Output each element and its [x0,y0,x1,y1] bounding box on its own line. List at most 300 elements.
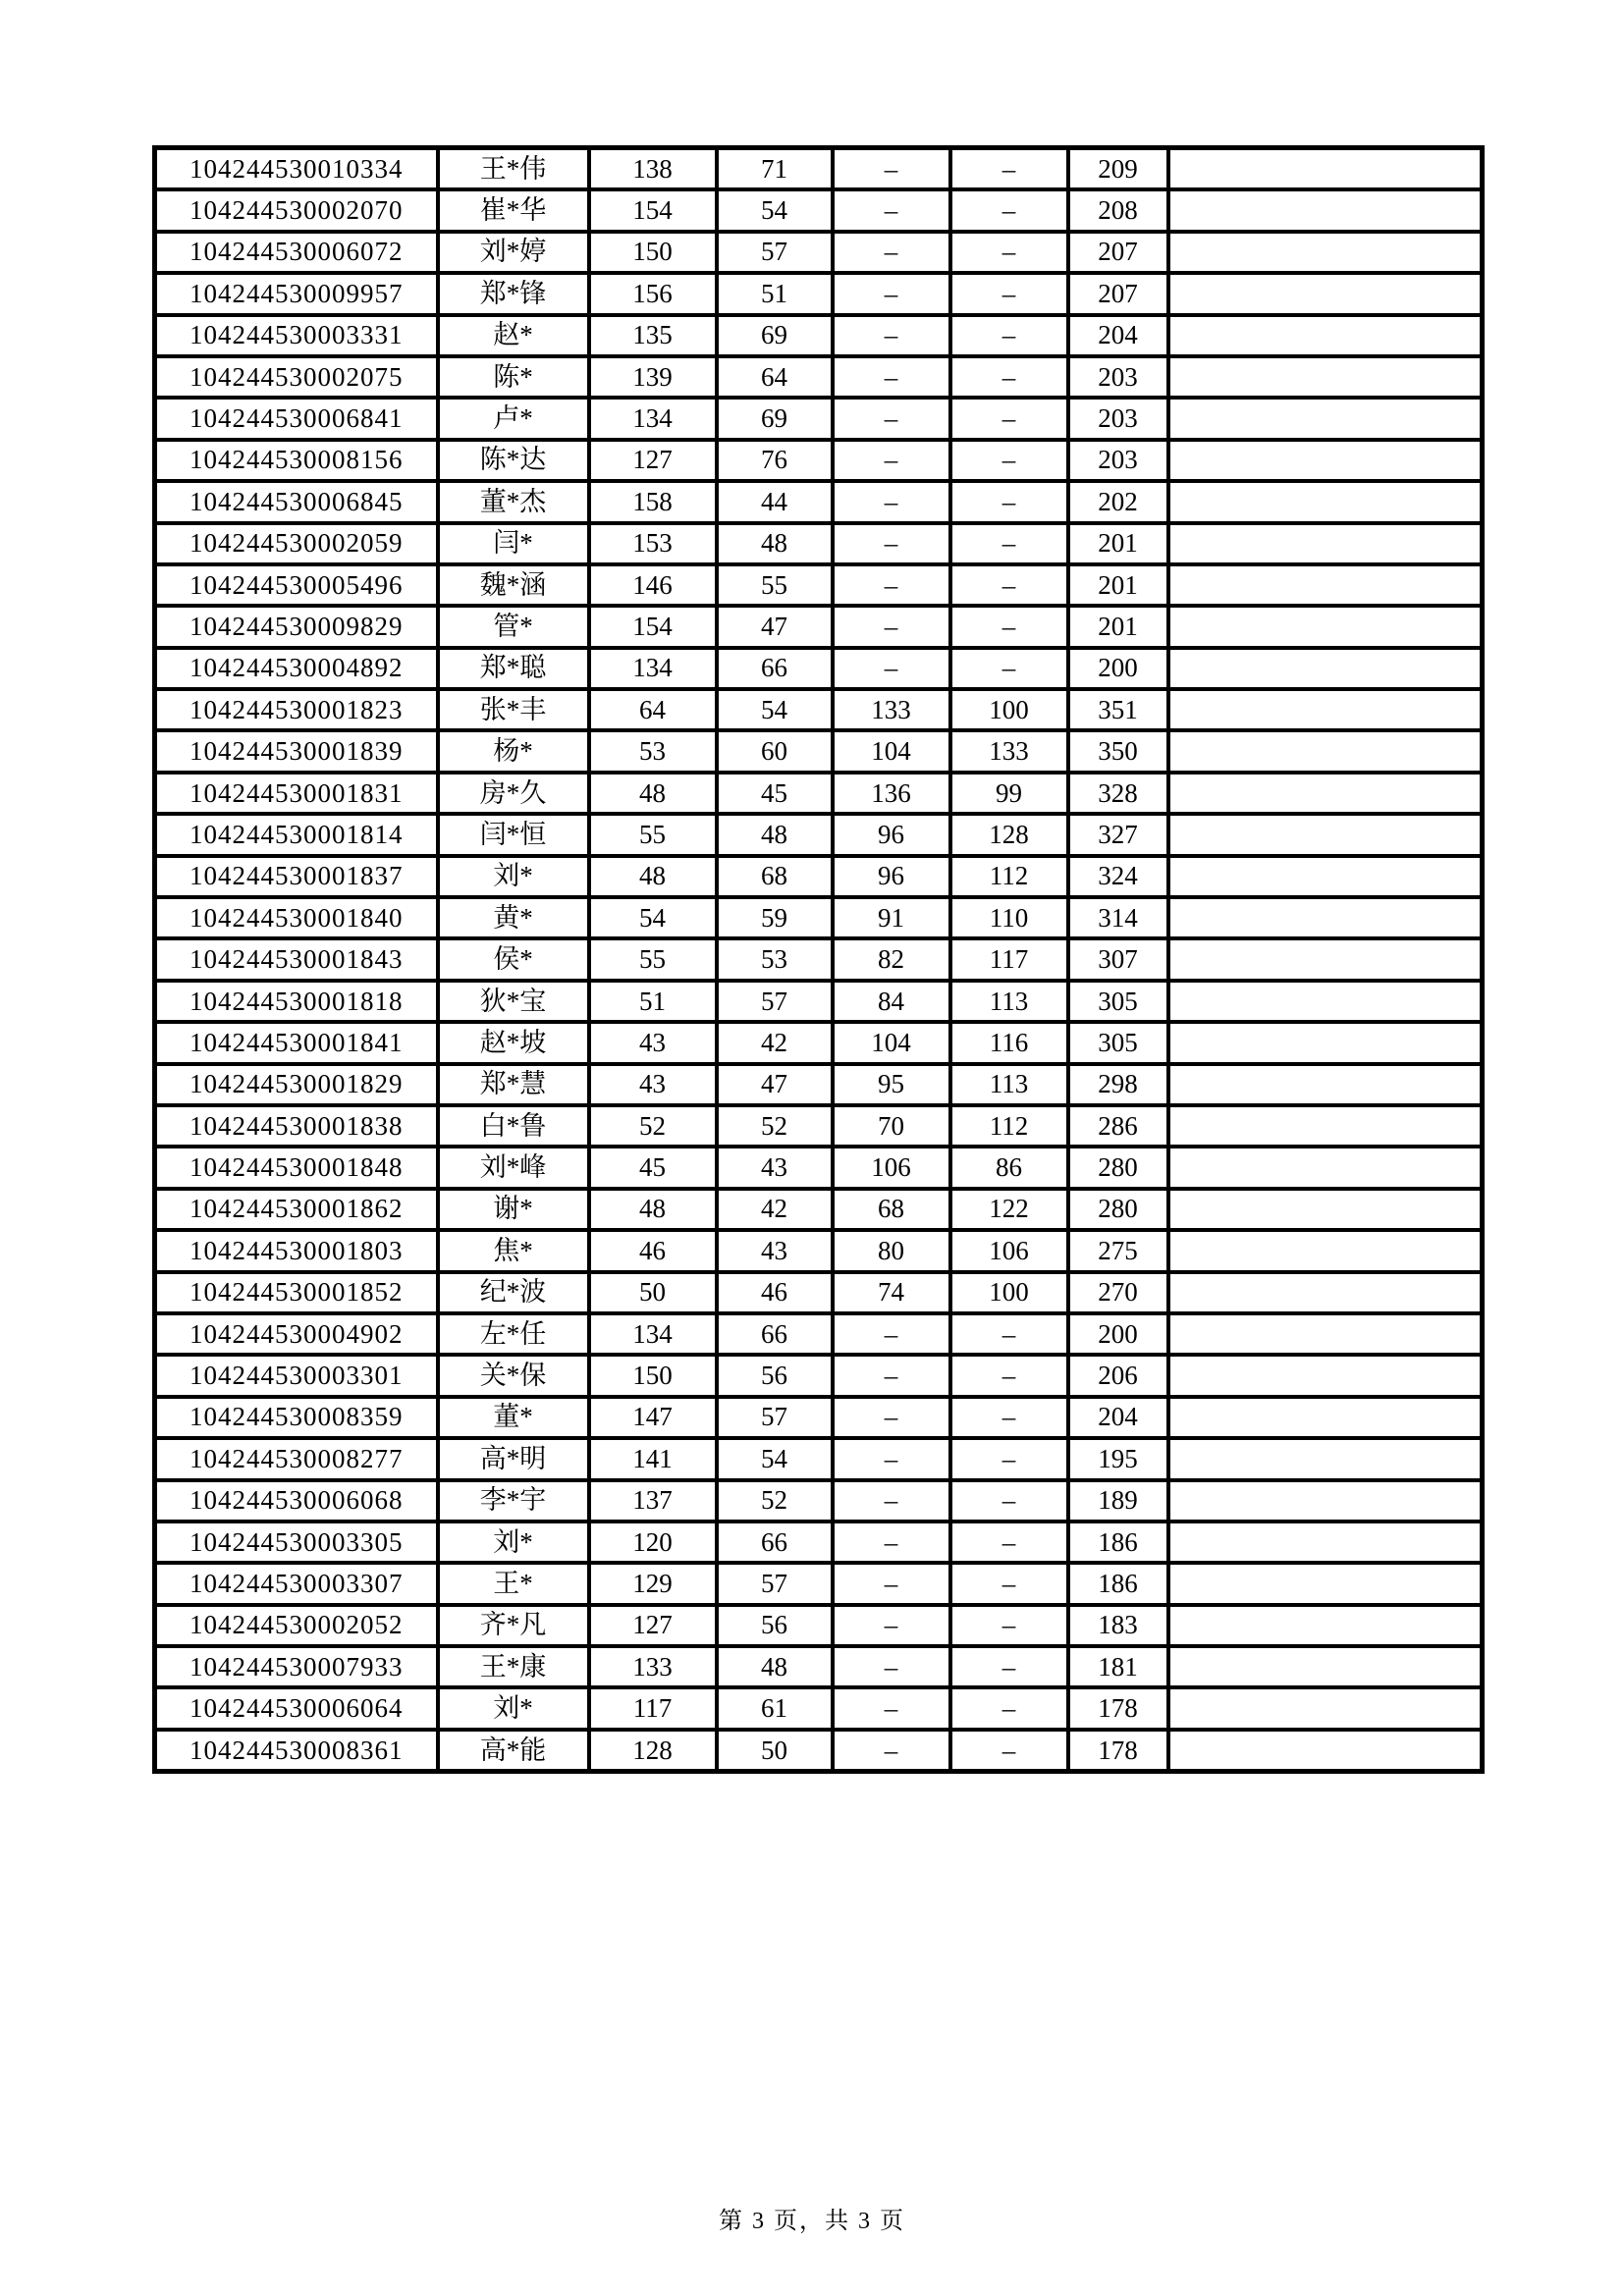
score3-cell: – [833,1438,950,1479]
exam_id-cell: 104244530001829 [155,1064,438,1105]
blank-cell [1168,1397,1483,1438]
name-cell: 黄* [438,897,589,938]
exam_id-cell: 104244530006068 [155,1480,438,1522]
table-row [155,398,1483,439]
exam_id-cell: 104244530001848 [155,1147,438,1188]
score3-cell: – [833,1646,950,1687]
score2-cell: 46 [717,1272,833,1313]
name-cell: 白*鲁 [438,1105,589,1147]
score4-cell: – [950,523,1068,564]
score4-cell: – [950,232,1068,273]
blank-cell [1168,398,1483,439]
score1-cell: 55 [589,814,717,855]
table-row [155,1397,1483,1438]
score4-cell: – [950,189,1068,231]
blank-cell [1168,1605,1483,1646]
score3-cell: 104 [833,730,950,772]
score4-cell: 99 [950,773,1068,814]
score3-cell: 84 [833,981,950,1022]
total-cell: 351 [1068,689,1168,730]
score3-cell: – [833,523,950,564]
score2-cell: 42 [717,1022,833,1063]
table-row [155,564,1483,606]
score1-cell: 45 [589,1147,717,1188]
score2-cell: 50 [717,1730,833,1772]
score4-cell: – [950,648,1068,689]
name-cell: 赵*坡 [438,1022,589,1063]
total-cell: 203 [1068,440,1168,481]
score2-cell: 55 [717,564,833,606]
exam_id-cell: 104244530001814 [155,814,438,855]
exam_id-cell: 104244530008361 [155,1730,438,1772]
score3-cell: – [833,356,950,398]
table-row [155,523,1483,564]
score-table-body [155,148,1483,1772]
blank-cell [1168,1147,1483,1188]
exam_id-cell: 104244530009829 [155,606,438,647]
blank-cell [1168,440,1483,481]
exam_id-cell: 104244530001852 [155,1272,438,1313]
score1-cell: 135 [589,315,717,356]
score4-cell: – [950,356,1068,398]
score3-cell: – [833,398,950,439]
blank-cell [1168,938,1483,980]
blank-cell [1168,689,1483,730]
score2-cell: 52 [717,1105,833,1147]
total-cell: 202 [1068,481,1168,522]
score2-cell: 69 [717,398,833,439]
score4-cell: 128 [950,814,1068,855]
score1-cell: 64 [589,689,717,730]
score3-cell: 96 [833,856,950,897]
score4-cell: – [950,1605,1068,1646]
table-row [155,689,1483,730]
score4-cell: – [950,1438,1068,1479]
score4-cell: 117 [950,938,1068,980]
name-cell: 王*伟 [438,148,589,190]
name-cell: 陈*达 [438,440,589,481]
exam_id-cell: 104244530006072 [155,232,438,273]
score1-cell: 134 [589,1313,717,1355]
score1-cell: 150 [589,232,717,273]
blank-cell [1168,1646,1483,1687]
score4-cell: 133 [950,730,1068,772]
score1-cell: 150 [589,1355,717,1396]
table-row [155,481,1483,522]
blank-cell [1168,773,1483,814]
table-row [155,773,1483,814]
total-cell: 203 [1068,398,1168,439]
name-cell: 董*杰 [438,481,589,522]
blank-cell [1168,981,1483,1022]
name-cell: 左*任 [438,1313,589,1355]
total-cell: 328 [1068,773,1168,814]
score4-cell: – [950,481,1068,522]
score3-cell: – [833,315,950,356]
score3-cell: – [833,481,950,522]
score1-cell: 52 [589,1105,717,1147]
table-row [155,315,1483,356]
score1-cell: 53 [589,730,717,772]
table-row [155,1646,1483,1687]
table-row [155,1355,1483,1396]
name-cell: 卢* [438,398,589,439]
score4-cell: 113 [950,1064,1068,1105]
score2-cell: 66 [717,648,833,689]
score3-cell: – [833,189,950,231]
score2-cell: 61 [717,1687,833,1729]
exam_id-cell: 104244530006841 [155,398,438,439]
score3-cell: – [833,1355,950,1396]
total-cell: 186 [1068,1563,1168,1604]
total-cell: 201 [1068,523,1168,564]
score1-cell: 51 [589,981,717,1022]
exam_id-cell: 104244530002070 [155,189,438,231]
name-cell: 赵* [438,315,589,356]
score4-cell: – [950,1730,1068,1772]
total-cell: 286 [1068,1105,1168,1147]
score4-cell: – [950,273,1068,314]
name-cell: 闫*恒 [438,814,589,855]
blank-cell [1168,315,1483,356]
score1-cell: 48 [589,773,717,814]
score4-cell: 100 [950,1272,1068,1313]
score2-cell: 43 [717,1147,833,1188]
score2-cell: 71 [717,148,833,190]
score3-cell: 133 [833,689,950,730]
name-cell: 齐*凡 [438,1605,589,1646]
exam_id-cell: 104244530001839 [155,730,438,772]
score1-cell: 158 [589,481,717,522]
name-cell: 王*康 [438,1646,589,1687]
name-cell: 杨* [438,730,589,772]
exam_id-cell: 104244530002059 [155,523,438,564]
blank-cell [1168,1730,1483,1772]
score1-cell: 137 [589,1480,717,1522]
score1-cell: 133 [589,1646,717,1687]
exam_id-cell: 104244530010334 [155,148,438,190]
exam_id-cell: 104244530001862 [155,1189,438,1230]
total-cell: 200 [1068,648,1168,689]
score4-cell: 122 [950,1189,1068,1230]
exam_id-cell: 104244530003331 [155,315,438,356]
table-row [155,606,1483,647]
name-cell: 纪*波 [438,1272,589,1313]
total-cell: 203 [1068,356,1168,398]
name-cell: 谢* [438,1189,589,1230]
score4-cell: 110 [950,897,1068,938]
exam_id-cell: 104244530001803 [155,1230,438,1271]
name-cell: 郑*慧 [438,1064,589,1105]
page-number-footer: 第 3 页，共 3 页 [719,2209,905,2234]
score4-cell: 112 [950,856,1068,897]
score2-cell: 56 [717,1605,833,1646]
score1-cell: 48 [589,856,717,897]
total-cell: 305 [1068,981,1168,1022]
blank-cell [1168,1230,1483,1271]
score2-cell: 54 [717,1438,833,1479]
name-cell: 狄*宝 [438,981,589,1022]
name-cell: 闫* [438,523,589,564]
score2-cell: 47 [717,606,833,647]
total-cell: 204 [1068,315,1168,356]
score3-cell: – [833,1605,950,1646]
name-cell: 侯* [438,938,589,980]
blank-cell [1168,814,1483,855]
total-cell: 314 [1068,897,1168,938]
exam_id-cell: 104244530003307 [155,1563,438,1604]
table-row [155,232,1483,273]
blank-cell [1168,1563,1483,1604]
blank-cell [1168,273,1483,314]
total-cell: 181 [1068,1646,1168,1687]
blank-cell [1168,523,1483,564]
score1-cell: 43 [589,1022,717,1063]
score2-cell: 57 [717,1397,833,1438]
score4-cell: – [950,1563,1068,1604]
name-cell: 高*能 [438,1730,589,1772]
exam_id-cell: 104244530007933 [155,1646,438,1687]
score3-cell: – [833,1313,950,1355]
score2-cell: 64 [717,356,833,398]
name-cell: 郑*聪 [438,648,589,689]
total-cell: 207 [1068,273,1168,314]
score1-cell: 129 [589,1563,717,1604]
score4-cell: 112 [950,1105,1068,1147]
name-cell: 刘* [438,1687,589,1729]
total-cell: 305 [1068,1022,1168,1063]
score1-cell: 54 [589,897,717,938]
score4-cell: – [950,148,1068,190]
blank-cell [1168,1313,1483,1355]
score3-cell: – [833,273,950,314]
name-cell: 崔*华 [438,189,589,231]
score2-cell: 48 [717,1646,833,1687]
blank-cell [1168,1105,1483,1147]
blank-cell [1168,648,1483,689]
score1-cell: 48 [589,1189,717,1230]
total-cell: 275 [1068,1230,1168,1271]
score3-cell: – [833,232,950,273]
score2-cell: 56 [717,1355,833,1396]
exam_id-cell: 104244530001843 [155,938,438,980]
score3-cell: 104 [833,1022,950,1063]
table-row [155,356,1483,398]
score4-cell: – [950,1355,1068,1396]
score2-cell: 57 [717,232,833,273]
score1-cell: 134 [589,398,717,439]
table-row [155,1730,1483,1772]
score2-cell: 60 [717,730,833,772]
score2-cell: 44 [717,481,833,522]
table-row [155,1687,1483,1729]
name-cell: 王* [438,1563,589,1604]
exam_id-cell: 104244530002052 [155,1605,438,1646]
score4-cell: 116 [950,1022,1068,1063]
score2-cell: 68 [717,856,833,897]
exam_id-cell: 104244530009957 [155,273,438,314]
total-cell: 209 [1068,148,1168,190]
score1-cell: 46 [589,1230,717,1271]
score4-cell: – [950,1313,1068,1355]
blank-cell [1168,148,1483,190]
name-cell: 魏*涵 [438,564,589,606]
table-row [155,730,1483,772]
exam_id-cell: 104244530004902 [155,1313,438,1355]
blank-cell [1168,1189,1483,1230]
score4-cell: 100 [950,689,1068,730]
blank-cell [1168,1522,1483,1563]
score3-cell: – [833,648,950,689]
score1-cell: 141 [589,1438,717,1479]
score1-cell: 154 [589,189,717,231]
table-row [155,1105,1483,1147]
table-row [155,897,1483,938]
total-cell: 270 [1068,1272,1168,1313]
score1-cell: 153 [589,523,717,564]
total-cell: 324 [1068,856,1168,897]
score4-cell: 113 [950,981,1068,1022]
score3-cell: 74 [833,1272,950,1313]
score4-cell: 86 [950,1147,1068,1188]
total-cell: 280 [1068,1189,1168,1230]
score2-cell: 59 [717,897,833,938]
score2-cell: 66 [717,1313,833,1355]
table-row [155,1189,1483,1230]
exam_id-cell: 104244530004892 [155,648,438,689]
total-cell: 208 [1068,189,1168,231]
blank-cell [1168,606,1483,647]
score3-cell: 82 [833,938,950,980]
exam_id-cell: 104244530001841 [155,1022,438,1063]
score3-cell: 68 [833,1189,950,1230]
total-cell: 206 [1068,1355,1168,1396]
total-cell: 178 [1068,1687,1168,1729]
table-row [155,1147,1483,1188]
total-cell: 200 [1068,1313,1168,1355]
table-row [155,1522,1483,1563]
exam_id-cell: 104244530001818 [155,981,438,1022]
name-cell: 刘* [438,1522,589,1563]
score1-cell: 128 [589,1730,717,1772]
total-cell: 307 [1068,938,1168,980]
score4-cell: – [950,1480,1068,1522]
score2-cell: 54 [717,689,833,730]
score1-cell: 147 [589,1397,717,1438]
blank-cell [1168,856,1483,897]
score2-cell: 57 [717,981,833,1022]
score4-cell: – [950,315,1068,356]
score3-cell: 106 [833,1147,950,1188]
exam_id-cell: 104244530002075 [155,356,438,398]
table-row [155,1064,1483,1105]
score1-cell: 117 [589,1687,717,1729]
score3-cell: – [833,1522,950,1563]
score2-cell: 47 [717,1064,833,1105]
exam_id-cell: 104244530006064 [155,1687,438,1729]
name-cell: 管* [438,606,589,647]
score3-cell: 70 [833,1105,950,1147]
blank-cell [1168,1355,1483,1396]
score3-cell: 96 [833,814,950,855]
score4-cell: – [950,1522,1068,1563]
score3-cell: 91 [833,897,950,938]
score3-cell: – [833,606,950,647]
exam_id-cell: 104244530008359 [155,1397,438,1438]
score2-cell: 48 [717,814,833,855]
total-cell: 189 [1068,1480,1168,1522]
exam_id-cell: 104244530001838 [155,1105,438,1147]
score-table [152,145,1485,1774]
exam_id-cell: 104244530005496 [155,564,438,606]
name-cell: 张*丰 [438,689,589,730]
blank-cell [1168,1438,1483,1479]
total-cell: 204 [1068,1397,1168,1438]
score3-cell: – [833,148,950,190]
total-cell: 186 [1068,1522,1168,1563]
table-row [155,1022,1483,1063]
score4-cell: 106 [950,1230,1068,1271]
exam_id-cell: 104244530001840 [155,897,438,938]
table-row [155,1563,1483,1604]
blank-cell [1168,730,1483,772]
table-row [155,189,1483,231]
score2-cell: 54 [717,189,833,231]
score4-cell: – [950,1397,1068,1438]
name-cell: 高*明 [438,1438,589,1479]
total-cell: 201 [1068,606,1168,647]
score1-cell: 156 [589,273,717,314]
score1-cell: 43 [589,1064,717,1105]
table-row [155,440,1483,481]
exam_id-cell: 104244530008156 [155,440,438,481]
name-cell: 陈* [438,356,589,398]
name-cell: 房*久 [438,773,589,814]
exam_id-cell: 104244530003301 [155,1355,438,1396]
score1-cell: 154 [589,606,717,647]
score1-cell: 55 [589,938,717,980]
blank-cell [1168,356,1483,398]
total-cell: 207 [1068,232,1168,273]
table-row [155,814,1483,855]
table-row [155,1438,1483,1479]
score3-cell: – [833,564,950,606]
table-row [155,1230,1483,1271]
score4-cell: – [950,398,1068,439]
blank-cell [1168,232,1483,273]
table-row [155,1480,1483,1522]
blank-cell [1168,1064,1483,1105]
score1-cell: 146 [589,564,717,606]
exam_id-cell: 104244530008277 [155,1438,438,1479]
score4-cell: – [950,606,1068,647]
score2-cell: 69 [717,315,833,356]
score2-cell: 43 [717,1230,833,1271]
table-row [155,648,1483,689]
total-cell: 195 [1068,1438,1168,1479]
score2-cell: 76 [717,440,833,481]
table-row [155,938,1483,980]
name-cell: 郑*锋 [438,273,589,314]
total-cell: 183 [1068,1605,1168,1646]
table-row [155,856,1483,897]
score2-cell: 53 [717,938,833,980]
score3-cell: – [833,1397,950,1438]
total-cell: 298 [1068,1064,1168,1105]
exam_id-cell: 104244530006845 [155,481,438,522]
table-row [155,148,1483,190]
score2-cell: 66 [717,1522,833,1563]
